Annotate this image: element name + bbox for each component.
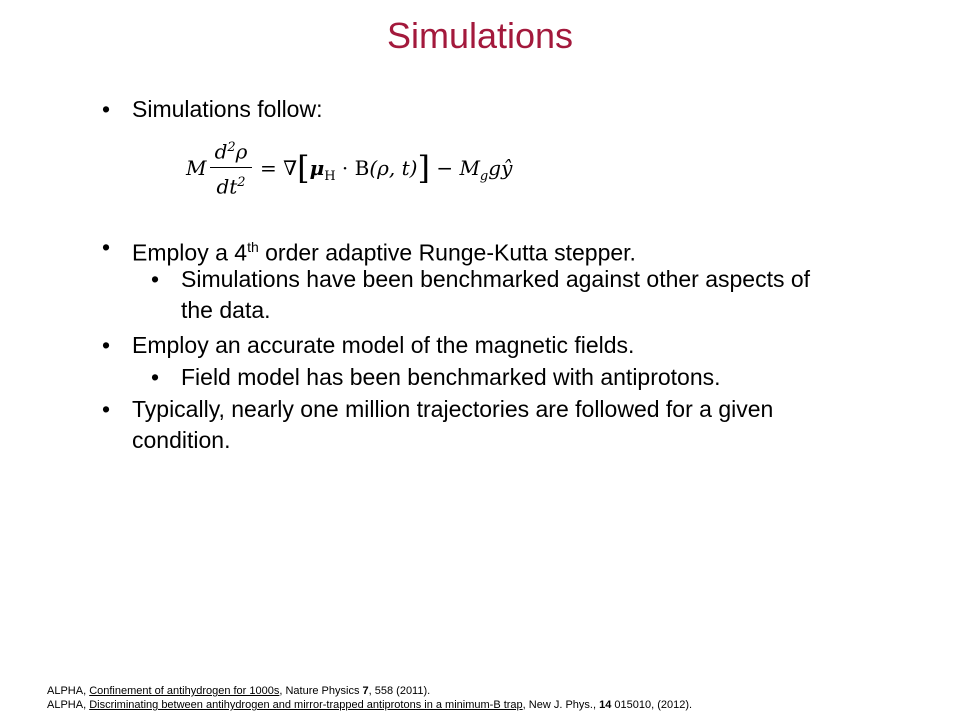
eq-args: (ρ, t) <box>369 156 418 180</box>
references <box>47 684 927 712</box>
eq-mass-sub: g <box>479 169 489 184</box>
bullet-simulations-follow <box>102 94 922 125</box>
eq-second-derivative <box>210 134 252 201</box>
bullet-text: Simulations follow: <box>132 96 323 122</box>
eq-nabla: ∇ <box>283 156 298 180</box>
eq-denominator: $dt^2$ <box>216 174 246 199</box>
eq-g: g <box>488 156 502 180</box>
bullet-marker: • <box>102 234 111 260</box>
reference-2: ALPHA, Discriminating between antihydrogen and mirror-trapped antiprotons in a minimum-B trap, New J. Phys., 14 015010, (2012). <box>47 699 693 711</box>
bullet-runge-kutta: • Employ a 4th order adaptive Runge-Kutta stepper. <box>102 234 636 266</box>
eq-mu: μ <box>309 156 325 180</box>
bullet-marker: • <box>102 396 111 422</box>
eq-numerator: $d^2\rho$ <box>214 139 248 164</box>
eq-yhat: ŷ <box>501 156 513 180</box>
slide-title: Simulations <box>386 15 574 56</box>
reference-1: ALPHA, Confinement of antihydrogen for 1000s, Nature Physics 7, 558 (2011). <box>47 685 431 697</box>
eq-lhs-mass: M <box>186 156 207 180</box>
eq-rhs <box>260 149 513 192</box>
bullet-trajectories: • Typically, nearly one million trajectories are followed for a given condition. <box>102 396 774 453</box>
subbullet-benchmarked: • Simulations have been benchmarked against other aspects of the data. <box>151 266 811 323</box>
eq-gravitational-mass: M <box>459 156 480 180</box>
bullet-marker: • <box>102 96 111 122</box>
eq-left-bracket: [ <box>297 149 310 187</box>
bullet-marker: • <box>151 266 160 292</box>
eq-dot: · <box>341 156 349 180</box>
bullet-marker: • <box>151 364 160 390</box>
reference-link[interactable]: Discriminating between antihydrogen and mirror-trapped antiprotons in a minimum-B trap <box>89 699 523 711</box>
eq-field-b: B <box>354 156 370 180</box>
subbullet-field-model: • Field model has been benchmarked with antiprotons. <box>181 362 926 393</box>
eq-mu-sub: H <box>324 169 336 184</box>
eq-minus: − <box>436 156 454 180</box>
eq-equals: = <box>260 156 277 180</box>
bullet-marker: • <box>102 332 111 358</box>
eq-right-bracket: ] <box>417 149 430 187</box>
reference-link[interactable]: Confinement of antihydrogen for 1000s <box>89 685 280 697</box>
bullet-magnetic-fields: • Employ an accurate model of the magnetic fields. <box>132 330 922 361</box>
eq-fraction-bar <box>210 167 252 169</box>
